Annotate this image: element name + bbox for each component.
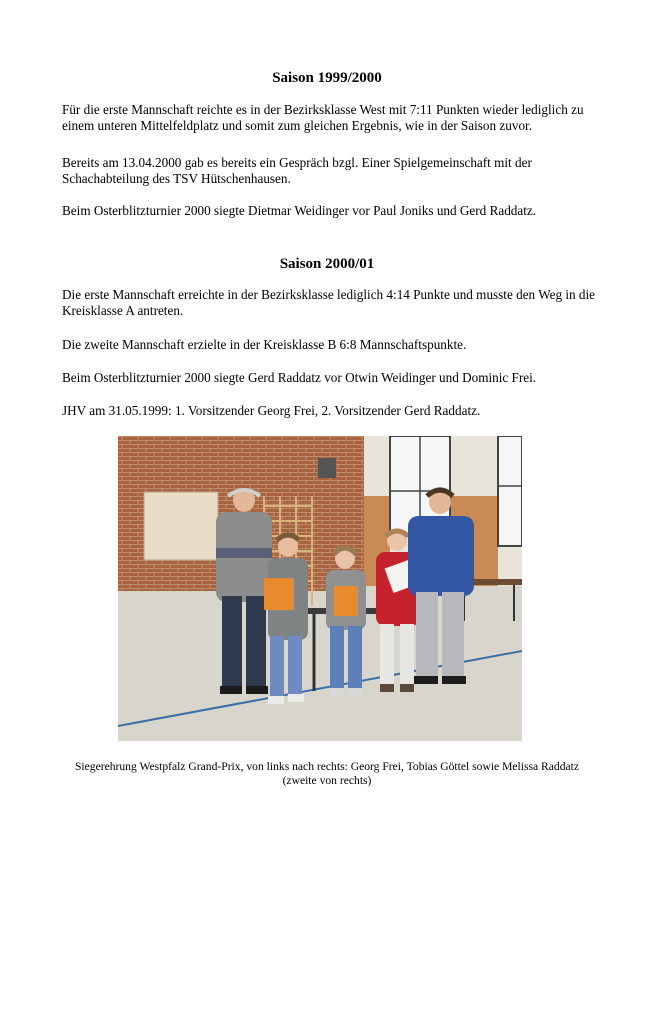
- photo-caption: [40, 760, 614, 788]
- section-title-2000-01: Saison 2000/01: [279, 256, 375, 272]
- paragraph-first-team-2000: Die erste Mannschaft erreichte in der Bezirksklasse lediglich 4:14 Punkte und musste den Weg in die Kreisklasse A antreten.: [62, 287, 596, 319]
- paragraph-jhv: JHV am 31.05.1999: 1. Vorsitzender Georg Frei, 2. Vorsitzender Gerd Raddatz.: [62, 403, 481, 418]
- section-title-1999-2000: Saison 1999/2000: [272, 70, 382, 86]
- paragraph-first-team-1999: Für die erste Mannschaft reichte es in der Bezirksklasse West mit 7:11 Punkten wieder lediglich zu einem unteren Mittelfeldplatz und somit zum gleichen Ergebnis, wie in der Saison zuvor.: [62, 102, 584, 134]
- paragraph-osterblitz-2000-a: Beim Osterblitzturnier 2000 siegte Dietmar Weidinger vor Paul Joniks und Gerd Raddatz.: [62, 203, 537, 218]
- paragraph-osterblitz-2000-b: Beim Osterblitzturnier 2000 siegte Gerd Raddatz vor Otwin Weidinger und Dominic Frei.: [62, 370, 537, 385]
- paragraph-second-team: Die zweite Mannschaft erzielte in der Kreisklasse B 6:8 Mannschaftspunkte.: [62, 337, 467, 352]
- caption-line-2: (zweite von rechts): [282, 774, 372, 787]
- photo-illustration: [118, 436, 522, 741]
- award-ceremony-photo: [118, 436, 522, 741]
- paragraph-spielgemeinschaft: Bereits am 13.04.2000 gab es bereits ein Gespräch bzgl. Einer Spielgemeinschaft mit der Schachabteilung des TSV Hütschenhausen.: [62, 155, 532, 187]
- caption-line-1: Siegerehrung Westpfalz Grand-Prix, von links nach rechts: Georg Frei, Tobias Göttel sowie Melissa Raddatz: [74, 760, 580, 773]
